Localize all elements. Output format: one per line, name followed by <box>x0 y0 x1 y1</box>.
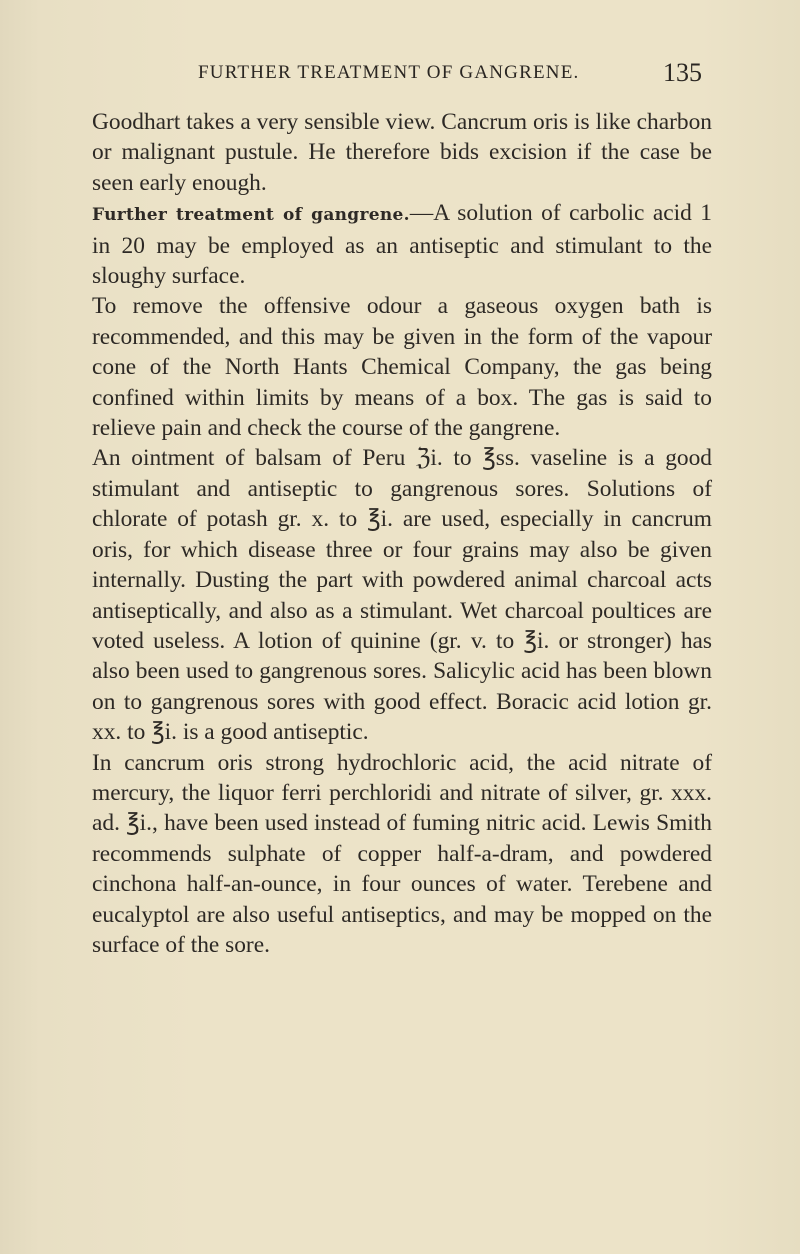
paragraph-carbolic-text: —A solution of carbolic acid 1 in 20 may be employed as an antiseptic and stimulant to the sloughy surface. <box>92 200 712 290</box>
paragraph-ointments: An ointment of balsam of Peru ℨi. to ℥ss. vaseline is a good stimulant and antiseptic to gangrenous sores. Solutions of chlorate of potash gr. x. to ℥i. are used, especially in cancrum oris, for which disease three or four grains may also be given internally. Dusting the part with powdered animal charcoal acts antiseptically, and also as a stimulant. Wet charcoal poultices are voted useless. A lotion of quinine (gr. v. to ℥i. or stronger) has also been used to gangrenous sores. Salicylic acid has been blown on to gangrenous sores with good effect. Boracic acid lotion gr. xx. to ℥i. is a good antiseptic. <box>92 445 712 746</box>
paragraph-cancrum-oris: In cancrum oris strong hydrochloric acid, the acid nitrate of mercury, the liquor ferri perchloridi and nitrate of silver, gr. xxx. ad. ℥i., have been used instead of fuming nitric acid. Lewis Smith recommends sulphate of copper half-a-dram, and powdered cinchona half-an-ounce, in four ounces of water. Terebene and eucalyptol are also useful antiseptics, and may be mopped on the surface of the sore. <box>92 749 712 958</box>
running-title: FURTHER TREATMENT OF GANGRENE. <box>198 62 580 83</box>
paragraph-goodhart: Goodhart takes a very sensible view. Cancrum oris is like charbon or malignant pustule. He therefore bids excision if the case be seen early enough. <box>92 109 712 196</box>
paragraph-further-treatment <box>92 198 712 291</box>
page-number: 135 <box>663 58 702 87</box>
section-heading-further-treatment: Further treatment of gangrene. <box>92 205 410 226</box>
body-text <box>92 107 712 960</box>
running-head <box>0 58 800 92</box>
paragraph-oxygen-bath: To remove the offensive odour a gaseous oxygen bath is recommended, and this may be given in the form of the vapour cone of the North Hants Chemical Company, the gas being confined within limits by means of a box. The gas is said to relieve pain and check the course of the gangrene. <box>92 293 712 442</box>
